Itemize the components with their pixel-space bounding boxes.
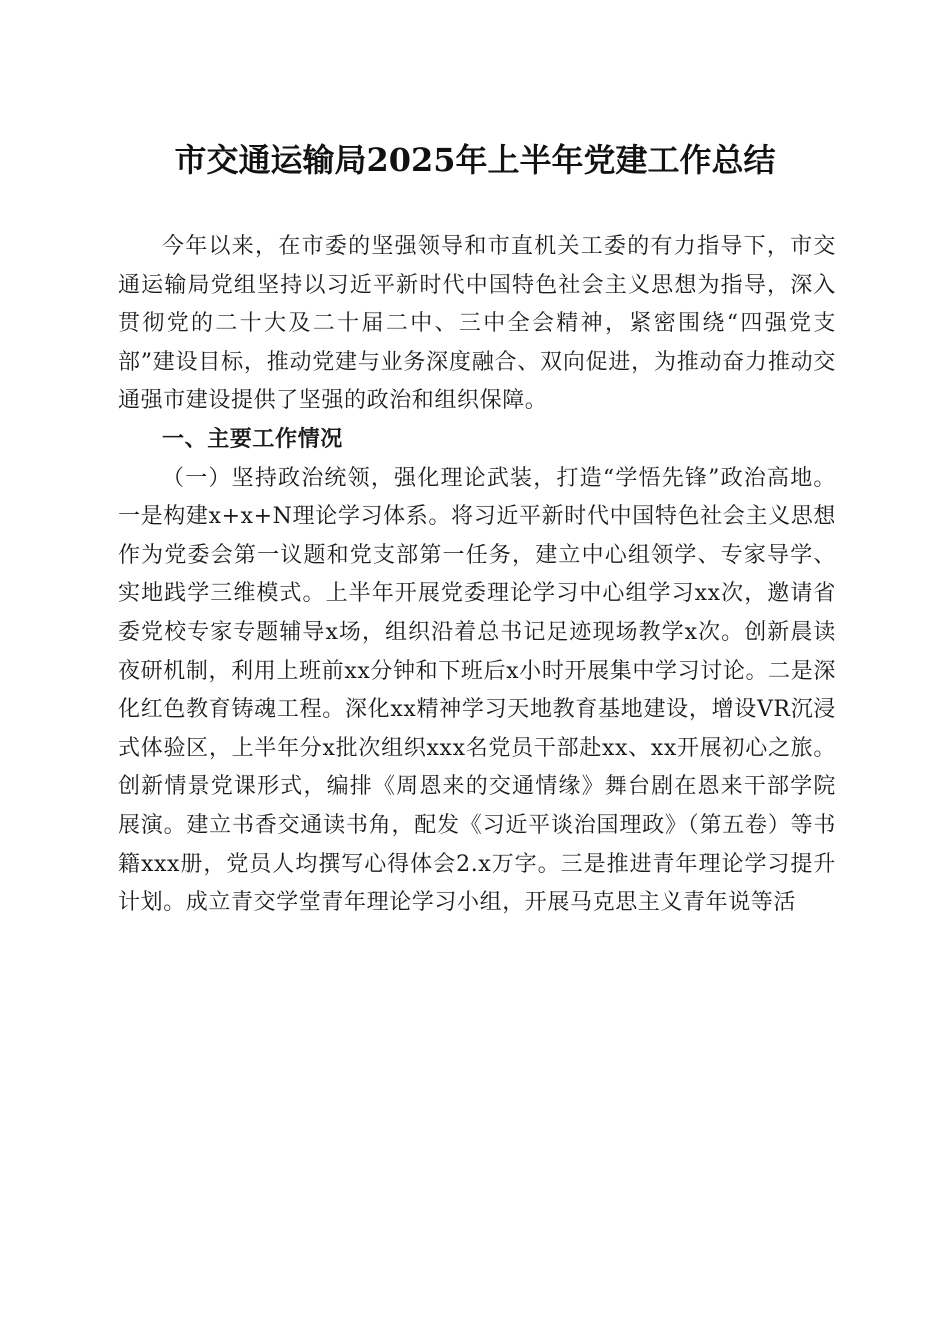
intro-paragraph: 今年以来，在市委的坚强领导和市直机关工委的有力指导下，市交通运输局党组坚持以习近平新时代中国特色社会主义思想为指导，深入贯彻党的二十大及二十届二中、三中全会精神，紧密围绕“四强党支部”建设目标，推动党建与业务深度融合、双向促进，为推动奋力推动交通强市建设提供了坚强的政治和组织保障。: [118, 234, 836, 414]
section-heading: 一、主要工作情况: [162, 426, 343, 452]
section-paragraph: （一）坚持政治统领，强化理论武装，打造“学悟先锋”政治高地。一是构建x+x+N理论学习体系。将习近平新时代中国特色社会主义思想作为党委会第一议题和党支部第一任务，建立中心组领学、专家导学、实地践学三维模式。上半年开展党委理论学习中心组学习xx次，邀请省委党校专家专题辅导x场，组织沿着总书记足迹现场教学x次。创新晨读夜研机制，利用上班前xx分钟和下班后x小时开展集中学习讨论。二是深化红色教育铸魂工程。深化xx精神学习天地教育基地建设，增设VR沉浸式体验区，上半年分x批次组织xxx名党员干部赴xx、xx开展初心之旅。创新情景党课形式，编排《周恩来的交通情缘》舞台剧在恩来干部学院展演。建立书香交通读书角，配发《习近平谈治国理政》（第五卷）等书籍xxx册，党员人均撰写心得体会2.x万字。三是推进青年理论学习提升计划。成立青交学堂青年理论学习小组，开展马克思主义青年说等活: [118, 465, 836, 916]
document-title: 市交通运输局2025年上半年党建工作总结: [174, 141, 776, 179]
document-body: [118, 228, 836, 923]
